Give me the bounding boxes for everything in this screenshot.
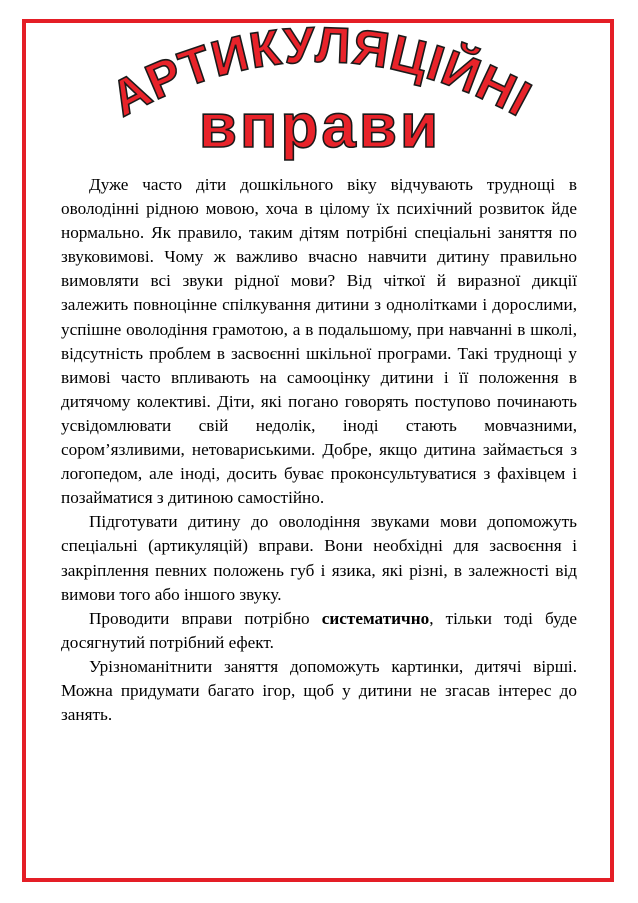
article-body bbox=[61, 173, 577, 727]
paragraph-4: Урізноманітнити заняття допоможуть картинки, дитячі вірші. Можна придумати багато ігор, щоб у дитини не згасав інтерес до занять. bbox=[61, 656, 577, 725]
title-line2: вправи bbox=[198, 92, 442, 161]
title-wordart bbox=[0, 0, 638, 175]
paragraph-3-end: , тільки тоді буде досягнутий потрібний ефект. bbox=[61, 608, 577, 652]
paragraph-3 bbox=[61, 607, 577, 655]
paragraph-3-start: Проводити вправи потрібно bbox=[89, 608, 322, 628]
paragraph-2: Підготувати дитину до оволодіння звуками мови допоможуть спеціальні (артикуляцій) вправи. Вони необхідні для засвоєння і закріплення певних положень губ і язика, які різні, в залежності від вимови того або іншого звуку. bbox=[61, 512, 577, 604]
paragraph-1: Дуже часто діти дошкільного віку відчувають труднощі в оволодінні рідною мовою, хоча в цілому їх психічний розвиток йде нормально. Як правило, таким дітям потрібні спеціальні заняття по звуковимові. Чому ж важливо вчасно навчити дитину правильно вимовляти всі звуки рідної мови? Від чіткої й виразної дикції залежить повноцінне спілкування дитини з однолітками і дорослими, успішне оволодіння грамотою, а в подальшому, при навчанні в школі, відсутність проблем в засвоєнні шкільної програми. Такі труднощі у вимові часто впливають на самооцінку дитини і її положення в дитячому колективі. Діти, які погано говорять поступово починають усвідомлювати свій недолік, іноді стають мовчазними, сором’язливими, нетовариськими. Добре, якщо дитина займається з логопедом, але іноді, досить буває проконсультуватися з фахівцем і позайматися з дитиною самостійно. bbox=[61, 175, 577, 508]
title-line1: АРТИКУЛЯЦІЙНІ bbox=[101, 16, 541, 128]
emphasis-systematic: систематично bbox=[321, 608, 430, 628]
